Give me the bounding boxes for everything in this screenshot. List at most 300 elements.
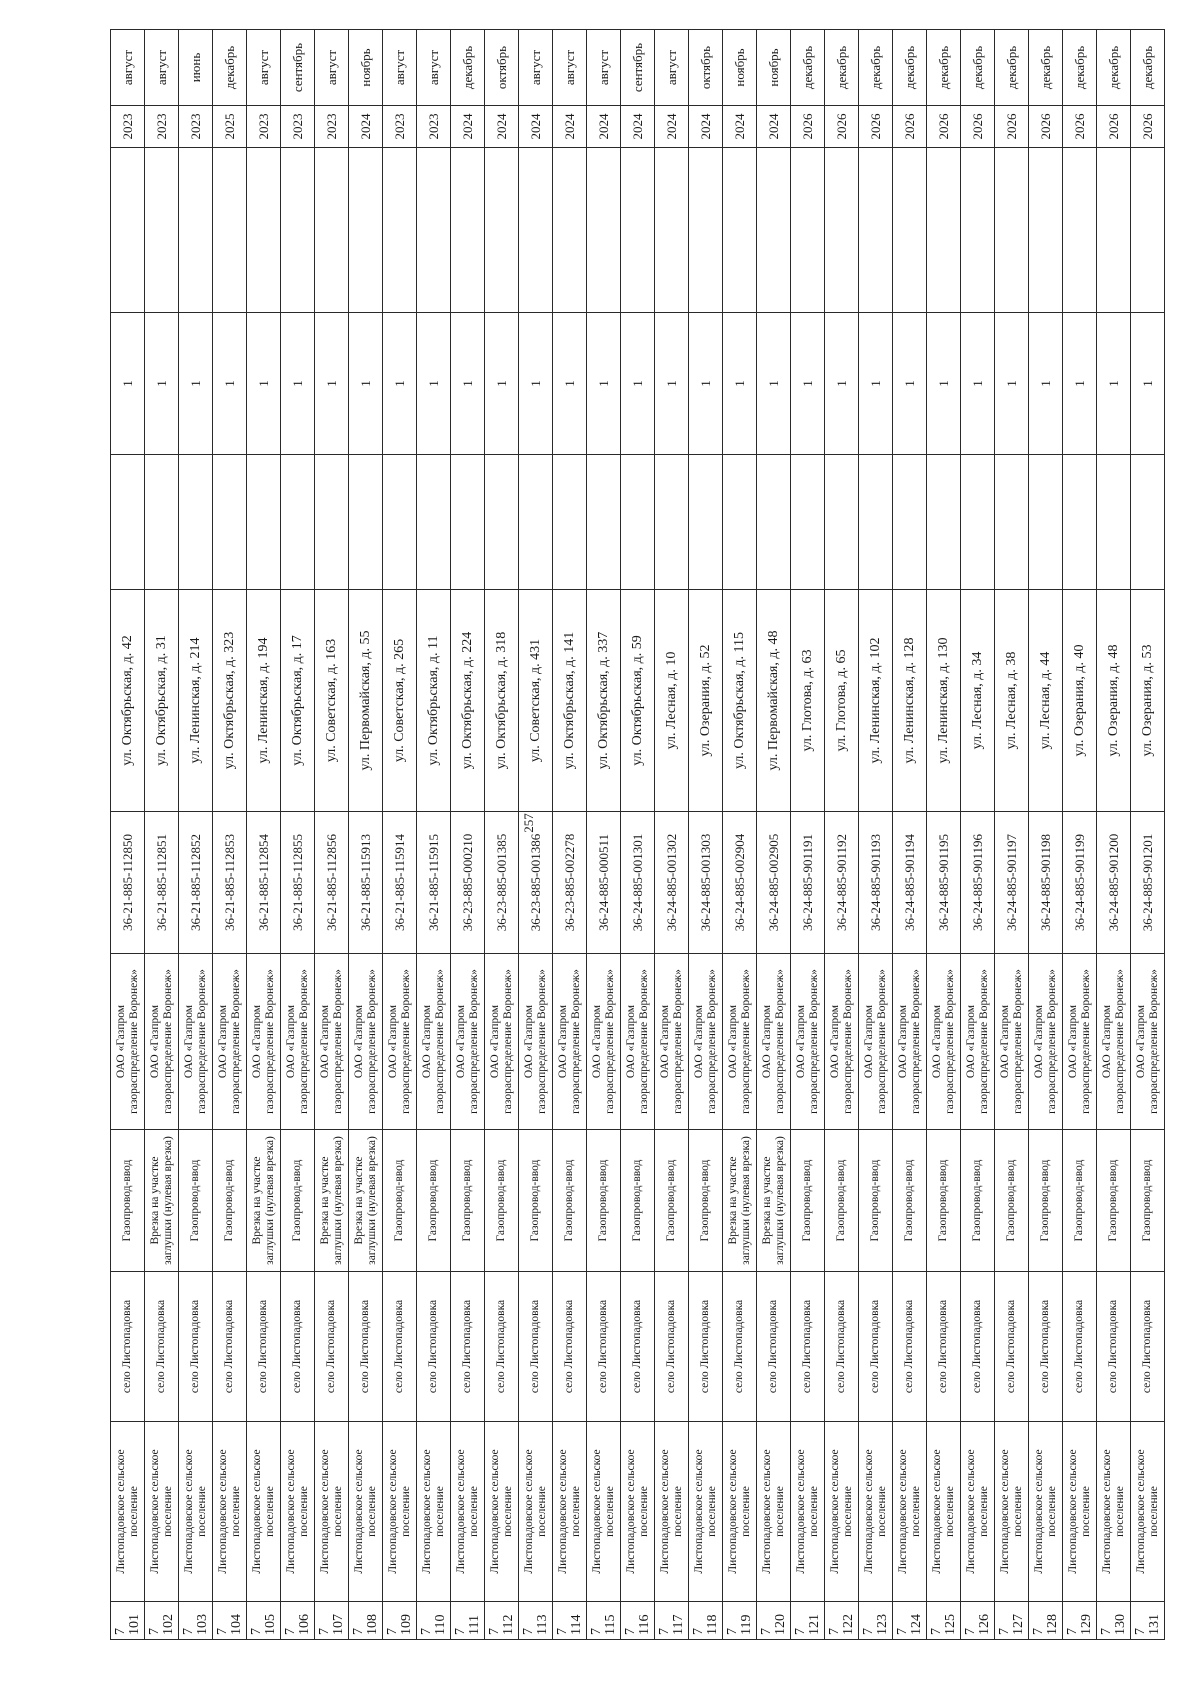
address-cell: ул. Октябрьская, д. 11 (417, 590, 451, 812)
blank-cell-2 (383, 148, 417, 313)
address-cell: ул. Октябрьская, д. 42 (111, 590, 145, 812)
month-cell: декабрь (1131, 30, 1165, 106)
owner-cell: ОАО «Газпром газораспределение Воронеж» (893, 954, 927, 1130)
year-cell: 2023 (179, 106, 213, 148)
blank-cell-2 (757, 148, 791, 313)
settlement-cell: Листопадовское сельское поселение (689, 1422, 723, 1602)
account-number-cell: 36-24-885-001303 (689, 812, 723, 954)
year-cell: 2026 (995, 106, 1029, 148)
locality-cell: село Листопадовка (655, 1272, 689, 1422)
owner-cell: ОАО «Газпром газораспределение Воронеж» (145, 954, 179, 1130)
quantity-cell: 1 (927, 313, 961, 455)
blank-cell-2 (1131, 148, 1165, 313)
blank-cell-2 (1029, 148, 1063, 313)
owner-cell: ОАО «Газпром газораспределение Воронеж» (485, 954, 519, 1130)
row-number: 7 116 (621, 1602, 655, 1640)
account-number-cell: 36-24-885-901199 (1063, 812, 1097, 954)
object-type-cell: Газопровод-ввод (281, 1130, 315, 1272)
year-cell: 2024 (655, 106, 689, 148)
blank-cell-2 (893, 148, 927, 313)
settlement-cell: Листопадовское сельское поселение (145, 1422, 179, 1602)
address-cell: ул. Октябрьская, д. 224 (451, 590, 485, 812)
page-number: 257 (521, 813, 536, 833)
address-cell: ул. Советская, д. 431 (519, 590, 553, 812)
locality-cell: село Листопадовка (213, 1272, 247, 1422)
row-number: 7 114 (553, 1602, 587, 1640)
object-type-cell: Газопровод-ввод (1097, 1130, 1131, 1272)
quantity-cell: 1 (1063, 313, 1097, 455)
owner-cell: ОАО «Газпром газораспределение Воронеж» (1029, 954, 1063, 1130)
account-number-cell: 36-21-885-112850 (111, 812, 145, 954)
blank-cell-2 (247, 148, 281, 313)
locality-cell: село Листопадовка (1131, 1272, 1165, 1422)
object-type-cell: Газопровод-ввод (995, 1130, 1029, 1272)
address-cell: ул. Глотова, д. 65 (825, 590, 859, 812)
table-row (927, 30, 961, 1640)
settlement-cell: Листопадовское сельское поселение (281, 1422, 315, 1602)
locality-cell: село Листопадовка (553, 1272, 587, 1422)
year-cell: 2024 (451, 106, 485, 148)
owner-cell: ОАО «Газпром газораспределение Воронеж» (689, 954, 723, 1130)
quantity-cell: 1 (757, 313, 791, 455)
row-number: 7 104 (213, 1602, 247, 1640)
blank-cell (961, 455, 995, 590)
month-cell: декабрь (927, 30, 961, 106)
object-type-cell: Газопровод-ввод (1029, 1130, 1063, 1272)
settlement-cell: Листопадовское сельское поселение (553, 1422, 587, 1602)
object-type-cell: Газопровод-ввод (213, 1130, 247, 1272)
locality-cell: село Листопадовка (145, 1272, 179, 1422)
year-cell: 2024 (621, 106, 655, 148)
table-row (1097, 30, 1131, 1640)
blank-cell (417, 455, 451, 590)
row-number: 7 102 (145, 1602, 179, 1640)
locality-cell: село Листопадовка (723, 1272, 757, 1422)
table-row (723, 30, 757, 1640)
blank-cell (723, 455, 757, 590)
month-cell: декабрь (1097, 30, 1131, 106)
object-type-cell: Газопровод-ввод (451, 1130, 485, 1272)
account-number-cell: 36-23-885-001385 (485, 812, 519, 954)
row-number: 7 113 (519, 1602, 553, 1640)
account-number-cell: 36-23-885-002278 (553, 812, 587, 954)
blank-cell (757, 455, 791, 590)
locality-cell: село Листопадовка (179, 1272, 213, 1422)
object-type-cell: Врезка на участке заглушки (нулевая врезка) (349, 1130, 383, 1272)
owner-cell: ОАО «Газпром газораспределение Воронеж» (315, 954, 349, 1130)
blank-cell (689, 455, 723, 590)
row-number: 7 126 (961, 1602, 995, 1640)
year-cell: 2026 (961, 106, 995, 148)
row-number: 7 103 (179, 1602, 213, 1640)
object-type-cell: Газопровод-ввод (961, 1130, 995, 1272)
blank-cell-2 (689, 148, 723, 313)
locality-cell: село Листопадовка (349, 1272, 383, 1422)
table-row (587, 30, 621, 1640)
month-cell: август (553, 30, 587, 106)
row-number: 7 109 (383, 1602, 417, 1640)
quantity-cell: 1 (451, 313, 485, 455)
month-cell: ноябрь (349, 30, 383, 106)
owner-cell: ОАО «Газпром газораспределение Воронеж» (995, 954, 1029, 1130)
table-row (179, 30, 213, 1640)
blank-cell-2 (655, 148, 689, 313)
object-type-cell: Газопровод-ввод (485, 1130, 519, 1272)
owner-cell: ОАО «Газпром газораспределение Воронеж» (247, 954, 281, 1130)
month-cell: декабрь (995, 30, 1029, 106)
register-rows (111, 30, 1165, 1640)
blank-cell-2 (451, 148, 485, 313)
settlement-cell: Листопадовское сельское поселение (1131, 1422, 1165, 1602)
object-type-cell: Газопровод-ввод (825, 1130, 859, 1272)
address-cell: ул. Ленинская, д. 194 (247, 590, 281, 812)
owner-cell: ОАО «Газпром газораспределение Воронеж» (1131, 954, 1165, 1130)
account-number-cell: 36-21-885-115913 (349, 812, 383, 954)
locality-cell: село Листопадовка (1029, 1272, 1063, 1422)
month-cell: декабрь (859, 30, 893, 106)
object-type-cell: Газопровод-ввод (383, 1130, 417, 1272)
table-row (519, 30, 553, 1640)
month-cell: август (247, 30, 281, 106)
table-row (859, 30, 893, 1640)
settlement-cell: Листопадовское сельское поселение (723, 1422, 757, 1602)
address-cell: ул. Октябрьская, д. 31 (145, 590, 179, 812)
locality-cell: село Листопадовка (757, 1272, 791, 1422)
row-number: 7 111 (451, 1602, 485, 1640)
year-cell: 2023 (145, 106, 179, 148)
settlement-cell: Листопадовское сельское поселение (655, 1422, 689, 1602)
month-cell: декабрь (961, 30, 995, 106)
account-number-cell: 36-21-885-112851 (145, 812, 179, 954)
account-number-cell: 36-23-885-001386 (519, 812, 553, 954)
table-row (893, 30, 927, 1640)
owner-cell: ОАО «Газпром газораспределение Воронеж» (383, 954, 417, 1130)
row-number: 7 115 (587, 1602, 621, 1640)
year-cell: 2026 (1063, 106, 1097, 148)
object-type-cell: Врезка на участке заглушки (нулевая врезка) (315, 1130, 349, 1272)
account-number-cell: 36-21-885-112852 (179, 812, 213, 954)
settlement-cell: Листопадовское сельское поселение (417, 1422, 451, 1602)
owner-cell: ОАО «Газпром газораспределение Воронеж» (927, 954, 961, 1130)
owner-cell: ОАО «Газпром газораспределение Воронеж» (519, 954, 553, 1130)
object-type-cell: Газопровод-ввод (655, 1130, 689, 1272)
blank-cell (995, 455, 1029, 590)
quantity-cell: 1 (893, 313, 927, 455)
table-row (961, 30, 995, 1640)
blank-cell (485, 455, 519, 590)
blank-cell-2 (519, 148, 553, 313)
account-number-cell: 36-24-885-000511 (587, 812, 621, 954)
quantity-cell: 1 (247, 313, 281, 455)
blank-cell-2 (1097, 148, 1131, 313)
account-number-cell: 36-24-885-901192 (825, 812, 859, 954)
row-number: 7 112 (485, 1602, 519, 1640)
blank-cell-2 (281, 148, 315, 313)
table-row (1029, 30, 1063, 1640)
settlement-cell: Листопадовское сельское поселение (893, 1422, 927, 1602)
month-cell: декабрь (893, 30, 927, 106)
month-cell: август (519, 30, 553, 106)
row-number: 7 127 (995, 1602, 1029, 1640)
address-cell: ул. Октябрьская, д. 323 (213, 590, 247, 812)
blank-cell-2 (859, 148, 893, 313)
object-type-cell: Врезка на участке заглушки (нулевая врезка) (247, 1130, 281, 1272)
quantity-cell: 1 (145, 313, 179, 455)
locality-cell: село Листопадовка (791, 1272, 825, 1422)
year-cell: 2026 (825, 106, 859, 148)
month-cell: август (587, 30, 621, 106)
address-cell: ул. Октябрьская, д. 59 (621, 590, 655, 812)
row-number: 7 119 (723, 1602, 757, 1640)
settlement-cell: Листопадовское сельское поселение (825, 1422, 859, 1602)
account-number-cell: 36-21-885-115915 (417, 812, 451, 954)
month-cell: октябрь (485, 30, 519, 106)
object-type-cell: Газопровод-ввод (417, 1130, 451, 1272)
account-number-cell: 36-23-885-000210 (451, 812, 485, 954)
address-cell: ул. Октябрьская, д. 17 (281, 590, 315, 812)
row-number: 7 120 (757, 1602, 791, 1640)
locality-cell: село Листопадовка (417, 1272, 451, 1422)
owner-cell: ОАО «Газпром газораспределение Воронеж» (213, 954, 247, 1130)
month-cell: август (315, 30, 349, 106)
locality-cell: село Листопадовка (621, 1272, 655, 1422)
address-cell: ул. Октябрьская, д. 318 (485, 590, 519, 812)
locality-cell: село Листопадовка (587, 1272, 621, 1422)
month-cell: ноябрь (723, 30, 757, 106)
row-number: 7 124 (893, 1602, 927, 1640)
year-cell: 2026 (859, 106, 893, 148)
table-row (383, 30, 417, 1640)
year-cell: 2026 (927, 106, 961, 148)
address-cell: ул. Ленинская, д. 214 (179, 590, 213, 812)
year-cell: 2024 (587, 106, 621, 148)
row-number: 7 129 (1063, 1602, 1097, 1640)
locality-cell: село Листопадовка (961, 1272, 995, 1422)
settlement-cell: Листопадовское сельское поселение (927, 1422, 961, 1602)
year-cell: 2024 (553, 106, 587, 148)
settlement-cell: Листопадовское сельское поселение (621, 1422, 655, 1602)
blank-cell (111, 455, 145, 590)
owner-cell: ОАО «Газпром газораспределение Воронеж» (1063, 954, 1097, 1130)
quantity-cell: 1 (995, 313, 1029, 455)
account-number-cell: 36-24-885-001302 (655, 812, 689, 954)
locality-cell: село Листопадовка (1097, 1272, 1131, 1422)
month-cell: сентябрь (281, 30, 315, 106)
year-cell: 2023 (417, 106, 451, 148)
table-row (417, 30, 451, 1640)
row-number: 7 125 (927, 1602, 961, 1640)
blank-cell (621, 455, 655, 590)
quantity-cell: 1 (349, 313, 383, 455)
month-cell: октябрь (689, 30, 723, 106)
blank-cell (553, 455, 587, 590)
year-cell: 2024 (349, 106, 383, 148)
table-row (1131, 30, 1165, 1640)
address-cell: ул. Озерания, д. 48 (1097, 590, 1131, 812)
settlement-cell: Листопадовское сельское поселение (485, 1422, 519, 1602)
month-cell: ноябрь (757, 30, 791, 106)
blank-cell (451, 455, 485, 590)
blank-cell-2 (587, 148, 621, 313)
month-cell: декабрь (1029, 30, 1063, 106)
row-number: 7 121 (791, 1602, 825, 1640)
month-cell: декабрь (451, 30, 485, 106)
month-cell: август (655, 30, 689, 106)
owner-cell: ОАО «Газпром газораспределение Воронеж» (825, 954, 859, 1130)
blank-cell-2 (485, 148, 519, 313)
month-cell: июнь (179, 30, 213, 106)
month-cell: август (383, 30, 417, 106)
object-type-cell: Газопровод-ввод (1131, 1130, 1165, 1272)
address-cell: ул. Ленинская, д. 130 (927, 590, 961, 812)
account-number-cell: 36-24-885-901193 (859, 812, 893, 954)
locality-cell: село Листопадовка (689, 1272, 723, 1422)
settlement-cell: Листопадовское сельское поселение (961, 1422, 995, 1602)
settlement-cell: Листопадовское сельское поселение (587, 1422, 621, 1602)
object-type-cell: Газопровод-ввод (621, 1130, 655, 1272)
owner-cell: ОАО «Газпром газораспределение Воронеж» (417, 954, 451, 1130)
account-number-cell: 36-24-885-901195 (927, 812, 961, 954)
locality-cell: село Листопадовка (893, 1272, 927, 1422)
blank-cell (213, 455, 247, 590)
year-cell: 2026 (791, 106, 825, 148)
blank-cell-2 (417, 148, 451, 313)
quantity-cell: 1 (111, 313, 145, 455)
quantity-cell: 1 (825, 313, 859, 455)
owner-cell: ОАО «Газпром газораспределение Воронеж» (281, 954, 315, 1130)
quantity-cell: 1 (859, 313, 893, 455)
account-number-cell: 36-24-885-001301 (621, 812, 655, 954)
blank-cell-2 (621, 148, 655, 313)
row-number: 7 101 (111, 1602, 145, 1640)
blank-cell (315, 455, 349, 590)
blank-cell (1097, 455, 1131, 590)
table-row (281, 30, 315, 1640)
object-type-cell: Газопровод-ввод (859, 1130, 893, 1272)
row-number: 7 123 (859, 1602, 893, 1640)
blank-cell (859, 455, 893, 590)
register-table (110, 29, 1165, 1640)
account-number-cell: 36-24-885-901198 (1029, 812, 1063, 954)
settlement-cell: Листопадовское сельское поселение (1063, 1422, 1097, 1602)
locality-cell: село Листопадовка (995, 1272, 1029, 1422)
table-row (757, 30, 791, 1640)
address-cell: ул. Лесная, д. 34 (961, 590, 995, 812)
object-type-cell: Газопровод-ввод (587, 1130, 621, 1272)
account-number-cell: 36-24-885-002904 (723, 812, 757, 954)
object-type-cell: Врезка на участке заглушки (нулевая врезка) (723, 1130, 757, 1272)
address-cell: ул. Глотова, д. 63 (791, 590, 825, 812)
locality-cell: село Листопадовка (485, 1272, 519, 1422)
owner-cell: ОАО «Газпром газораспределение Воронеж» (859, 954, 893, 1130)
address-cell: ул. Озерания, д. 52 (689, 590, 723, 812)
blank-cell-2 (553, 148, 587, 313)
owner-cell: ОАО «Газпром газораспределение Воронеж» (451, 954, 485, 1130)
table-row (621, 30, 655, 1640)
settlement-cell: Листопадовское сельское поселение (519, 1422, 553, 1602)
address-cell: ул. Озерания, д. 53 (1131, 590, 1165, 812)
table-row (451, 30, 485, 1640)
year-cell: 2024 (485, 106, 519, 148)
account-number-cell: 36-24-885-901191 (791, 812, 825, 954)
quantity-cell: 1 (791, 313, 825, 455)
locality-cell: село Листопадовка (111, 1272, 145, 1422)
settlement-cell: Листопадовское сельское поселение (213, 1422, 247, 1602)
row-number: 7 106 (281, 1602, 315, 1640)
settlement-cell: Листопадовское сельское поселение (349, 1422, 383, 1602)
settlement-cell: Листопадовское сельское поселение (315, 1422, 349, 1602)
object-type-cell: Газопровод-ввод (519, 1130, 553, 1272)
table-row (1063, 30, 1097, 1640)
quantity-cell: 1 (1029, 313, 1063, 455)
blank-cell (281, 455, 315, 590)
row-number: 7 122 (825, 1602, 859, 1640)
table-row (315, 30, 349, 1640)
quantity-cell: 1 (519, 313, 553, 455)
month-cell: декабрь (791, 30, 825, 106)
blank-cell-2 (723, 148, 757, 313)
settlement-cell: Листопадовское сельское поселение (1029, 1422, 1063, 1602)
row-number: 7 118 (689, 1602, 723, 1640)
quantity-cell: 1 (689, 313, 723, 455)
quantity-cell: 1 (485, 313, 519, 455)
owner-cell: ОАО «Газпром газораспределение Воронеж» (553, 954, 587, 1130)
year-cell: 2026 (893, 106, 927, 148)
locality-cell: село Листопадовка (825, 1272, 859, 1422)
quantity-cell: 1 (621, 313, 655, 455)
year-cell: 2024 (689, 106, 723, 148)
table-row (553, 30, 587, 1640)
object-type-cell: Газопровод-ввод (689, 1130, 723, 1272)
year-cell: 2023 (281, 106, 315, 148)
settlement-cell: Листопадовское сельское поселение (791, 1422, 825, 1602)
table-row (349, 30, 383, 1640)
table-row (995, 30, 1029, 1640)
blank-cell (1131, 455, 1165, 590)
quantity-cell: 1 (723, 313, 757, 455)
object-type-cell: Врезка на участке заглушки (нулевая врезка) (145, 1130, 179, 1272)
quantity-cell: 1 (553, 313, 587, 455)
year-cell: 2024 (519, 106, 553, 148)
year-cell: 2026 (1097, 106, 1131, 148)
address-cell: ул. Первомайская, д. 55 (349, 590, 383, 812)
blank-cell-2 (927, 148, 961, 313)
account-number-cell: 36-21-885-112854 (247, 812, 281, 954)
address-cell: ул. Ленинская, д. 128 (893, 590, 927, 812)
month-cell: сентябрь (621, 30, 655, 106)
quantity-cell: 1 (961, 313, 995, 455)
row-number: 7 128 (1029, 1602, 1063, 1640)
locality-cell: село Листопадовка (859, 1272, 893, 1422)
month-cell: август (417, 30, 451, 106)
blank-cell-2 (111, 148, 145, 313)
year-cell: 2023 (111, 106, 145, 148)
table-row (111, 30, 145, 1640)
month-cell: декабрь (825, 30, 859, 106)
year-cell: 2026 (1131, 106, 1165, 148)
owner-cell: ОАО «Газпром газораспределение Воронеж» (791, 954, 825, 1130)
owner-cell: ОАО «Газпром газораспределение Воронеж» (1097, 954, 1131, 1130)
month-cell: август (145, 30, 179, 106)
account-number-cell: 36-24-885-901197 (995, 812, 1029, 954)
quantity-cell: 1 (383, 313, 417, 455)
address-cell: ул. Октябрьская, д. 115 (723, 590, 757, 812)
locality-cell: село Листопадовка (927, 1272, 961, 1422)
register-sheet (110, 30, 1170, 1640)
quantity-cell: 1 (315, 313, 349, 455)
address-cell: ул. Советская, д. 265 (383, 590, 417, 812)
row-number: 7 117 (655, 1602, 689, 1640)
